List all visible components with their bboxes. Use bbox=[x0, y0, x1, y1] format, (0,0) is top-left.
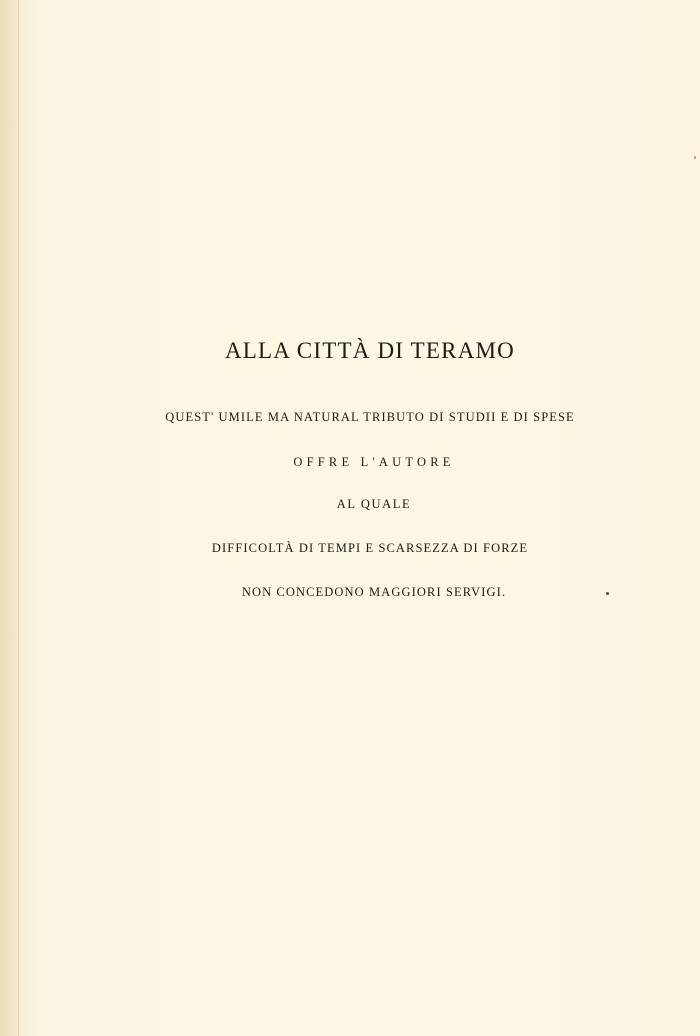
dedication-line: DIFFICOLTÀ DI TEMPI E SCARSEZZA DI FORZE bbox=[211, 541, 529, 555]
dedication-title: ALLA CITTÀ DI TERAMO bbox=[225, 338, 515, 363]
dedication-line: OFFRE L'AUTORE bbox=[293, 455, 455, 469]
paper-mark bbox=[694, 156, 696, 159]
dedication-line: NON CONCEDONO MAGGIORI SERVIGI. bbox=[241, 585, 507, 599]
gutter-edge bbox=[18, 0, 19, 1036]
dedication-line: QUEST' UMILE MA NATURAL TRIBUTO DI STUDII E DI SPESE bbox=[165, 410, 575, 424]
dedication-line: AL QUALE bbox=[336, 497, 412, 511]
ink-speck bbox=[606, 592, 609, 595]
